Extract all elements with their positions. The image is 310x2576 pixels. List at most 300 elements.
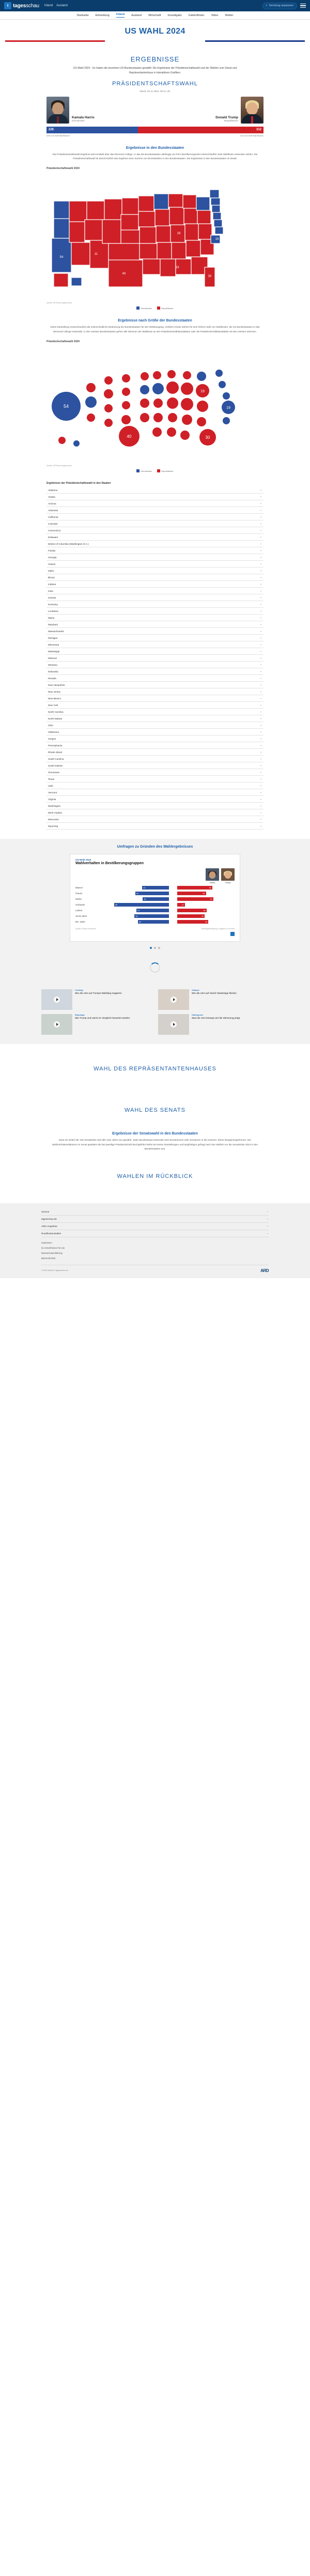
state-name: Michigan	[48, 636, 58, 639]
page-root	[0, 0, 310, 1278]
senate-heading: Ergebnisse der Senatswahl in den Bundesstaaten	[112, 1132, 198, 1136]
legend-harris: 226 von 538 Wahlleuten	[47, 134, 70, 137]
state-accordion-row[interactable]	[47, 662, 264, 668]
chevron-down-icon: ⌄	[259, 737, 262, 741]
legend-trump: 312 von 538 Wahlleuten	[240, 134, 264, 137]
chevron-down-icon: ⌄	[259, 670, 262, 673]
teaser-kicker: Reportage	[75, 1014, 85, 1017]
chevron-down-icon: ⌄	[259, 750, 262, 754]
state-name: Hawaii	[48, 562, 55, 565]
state-name: Washington	[48, 804, 61, 807]
teaser-grid	[41, 989, 269, 1035]
nav-item-faktenfinder[interactable]: Faktenfinder	[188, 13, 205, 17]
footer-section-row[interactable]	[41, 1208, 269, 1216]
chevron-down-icon: ⌄	[259, 643, 262, 647]
state-name: Texas	[48, 777, 54, 780]
state-name: Kentucky	[48, 603, 58, 606]
state-accordion-row[interactable]	[47, 816, 264, 823]
state-accordion-row[interactable]	[47, 635, 264, 641]
map-text-1: Das Präsidentschaftswahl-Ergebnis wird ermittelt über das Electoral College. In das die Bundesstaaten abhängig von ihrer Bevölkerungszahl unterschiedlich viele Wahlleute entsenden dürfen. Die Präsidentschaftswahl ist damit letztlich das Ergebnis einer Summe von Einzelwahlen in den Bundesstaaten. Die Ergebnisse in den Bundesstaaten im Detail.	[52, 152, 258, 160]
state-accordion-row[interactable]	[47, 500, 264, 507]
footer-section-row[interactable]	[41, 1223, 269, 1230]
nav-item-video[interactable]: Video	[211, 13, 219, 17]
senate-text: Etwa ein Drittel der 100 Senatssitze wird alle zwei Jahre neu gewählt. Jeder Bundesstaat entsendet zwei Senatorinnen oder Senatoren in die Kammer. Diese Ranganzeigeformen: Der Wahlverhaltensfaktoren im Senat gestalten die bei jeweilige Präsidentschaft durchgeführt Reihe bei seiner Darstellungen und langfristigen gefragt nach den Wahlen vor die Senatssitze 2024 in den Bundesstaaten aus.	[52, 1139, 258, 1151]
topbar-nav-ausland[interactable]: Ausland	[56, 4, 68, 7]
state-name: Idaho	[48, 569, 54, 572]
map-source-1: Quelle: AP/News.tagesschau	[47, 302, 72, 304]
poll-bar-harris: 53	[135, 892, 169, 895]
poll-bar-row	[75, 892, 235, 895]
brand-first: tages	[13, 3, 26, 9]
svg-text:16: 16	[177, 232, 181, 236]
state-accordion-row[interactable]	[47, 675, 264, 682]
state-accordion-row[interactable]	[47, 789, 264, 796]
loading-spinner-icon	[150, 962, 160, 973]
state-name: West Virginia	[48, 811, 62, 814]
poll-card-kicker: US-Wahl 2024	[75, 858, 91, 862]
state-accordion-row[interactable]	[47, 655, 264, 662]
map-chart-label-2: Präsidentschaftswahl 2024	[47, 340, 80, 344]
chevron-down-icon: ⌄	[259, 596, 262, 600]
state-accordion-row[interactable]	[47, 682, 264, 688]
state-accordion-row[interactable]	[47, 729, 264, 735]
flag-bar	[5, 40, 305, 42]
svg-text:40: 40	[127, 434, 132, 439]
state-accordion-row[interactable]	[47, 527, 264, 534]
state-accordion-row[interactable]	[47, 803, 264, 809]
chevron-down-icon: ⌄	[259, 650, 262, 653]
teaser-item[interactable]	[41, 989, 152, 1010]
teaser-kicker: Liveblog	[75, 989, 83, 992]
chevron-down-icon: ⌄	[259, 784, 262, 788]
state-accordion-row[interactable]	[47, 776, 264, 783]
chevron-down-icon: ⌄	[267, 1217, 269, 1220]
chevron-down-icon: ⌄	[259, 522, 262, 526]
state-accordion-row[interactable]	[47, 554, 264, 561]
teaser-item[interactable]	[158, 1014, 269, 1035]
state-accordion-row[interactable]	[47, 809, 264, 816]
state-name: New Mexico	[48, 697, 61, 700]
state-name: Kansas	[48, 596, 56, 599]
teaser-title: Wie die USA auf Trumps Wahlsieg reagieren	[75, 992, 122, 995]
hamburger-icon[interactable]	[300, 4, 306, 8]
state-accordion-row[interactable]	[47, 668, 264, 675]
tagesschau-mark-icon: t	[4, 2, 11, 9]
state-accordion-row[interactable]	[47, 487, 264, 494]
banner-repraesentantenhaus: WAHL DES REPRÄSENTANTENHAUSES	[0, 1052, 310, 1085]
state-accordion-row[interactable]	[47, 568, 264, 574]
chevron-down-icon: ⌄	[259, 656, 262, 660]
nav-item-eilmeldung[interactable]: Eilmeldung	[95, 13, 110, 17]
teaser-kicker: Hintergrund	[192, 1014, 203, 1017]
main-nav	[0, 11, 310, 20]
state-accordion-row[interactable]	[47, 749, 264, 756]
state-accordion-row[interactable]	[47, 796, 264, 803]
legend-item-demokraten-2: Demokraten	[136, 469, 152, 472]
chevron-down-icon: ⌄	[259, 636, 262, 640]
electoral-vote-bar	[47, 127, 264, 133]
play-icon[interactable]	[54, 996, 60, 1003]
state-accordion-row[interactable]	[47, 715, 264, 722]
state-accordion-row[interactable]	[47, 561, 264, 568]
results-lede: US-Wahl 2024 - So haben die einzelnen US-Bundesstaaten gewählt: Die Ergebnisse der Präsidentschaftswahl und der Wahlen zum Senat und Repräsentantenhaus in interaktiven Grafiken.	[73, 67, 237, 74]
state-accordion-row[interactable]	[47, 702, 264, 709]
footer-link[interactable]: Barrierefreiheit	[41, 1256, 56, 1260]
footer-link[interactable]: Zu Unserthemen für uns	[41, 1246, 65, 1249]
poll-source-right: Wahltagsbefragung, Angaben in Prozent	[201, 928, 235, 930]
poll-bar-row	[75, 914, 235, 918]
chevron-down-icon: ⌄	[259, 764, 262, 768]
chevron-down-icon: ⌄	[259, 515, 262, 519]
state-accordion-row[interactable]	[47, 541, 264, 547]
svg-text:30: 30	[208, 275, 212, 279]
state-accordion	[47, 487, 264, 830]
teaser-item[interactable]	[41, 1014, 152, 1035]
state-name: California	[48, 515, 58, 518]
state-accordion-row[interactable]	[47, 574, 264, 581]
state-accordion-row[interactable]	[47, 695, 264, 702]
share-icon[interactable]	[230, 932, 235, 936]
candidate-trump	[215, 97, 264, 124]
footer-section-label: Service	[41, 1210, 50, 1213]
poll-bar-harris: 49	[138, 920, 169, 924]
svg-text:19: 19	[175, 266, 179, 270]
bubble-map-svg	[47, 344, 264, 463]
nav-item-investigativ[interactable]: Investigativ	[167, 13, 182, 17]
poll-bar-category: Frauen	[75, 892, 83, 895]
state-accordion-row[interactable]	[47, 547, 264, 554]
state-name: South Dakota	[48, 764, 63, 767]
chevron-down-icon: ⌄	[259, 730, 262, 734]
state-name: North Dakota	[48, 717, 63, 720]
map-heading-1: Ergebnisse in den Bundesstaaten	[126, 146, 184, 150]
state-name: Alaska	[48, 495, 55, 498]
chevron-down-icon: ⌄	[259, 509, 262, 512]
teaser-item[interactable]	[158, 989, 269, 1010]
presidential-timestamp: Stand: 20.11.2024, 08:11 Uhr	[140, 89, 171, 93]
chevron-down-icon: ⌄	[267, 1210, 269, 1213]
chevron-down-icon: ⌄	[259, 717, 262, 720]
chevron-down-icon: ⌄	[259, 703, 262, 707]
candidate-name-harris: Kamala Harris	[72, 115, 95, 119]
candidate-party-trump: Republikaner	[224, 119, 238, 122]
state-accordion-row[interactable]	[47, 709, 264, 715]
nav-item-wetter[interactable]: Wetter	[225, 13, 234, 17]
legend-item-demokraten: Demokraten	[136, 306, 152, 310]
footer-link[interactable]: Datenschutzerklärung	[41, 1251, 63, 1254]
chevron-down-icon: ⌄	[259, 724, 262, 727]
svg-text:19: 19	[215, 238, 219, 241]
state-name: South Carolina	[48, 757, 64, 760]
state-accordion-row[interactable]	[47, 688, 264, 695]
teaser-title: Wie Trump und Harris im Vergleich bewertet werden	[75, 1017, 130, 1020]
poll-bar-harris: 86	[114, 903, 169, 907]
state-name: Colorado	[48, 522, 58, 525]
map-svg	[47, 171, 264, 300]
state-name: Tennessee	[48, 771, 60, 774]
chevron-down-icon: ⌄	[259, 811, 262, 815]
state-name: Maine	[48, 616, 55, 619]
chevron-down-icon: ⌄	[259, 529, 262, 532]
footer-links	[41, 1241, 269, 1260]
brand-second: schau	[26, 3, 39, 9]
poll-bar-trump: 55	[177, 886, 212, 890]
chevron-down-icon: ⌄	[259, 677, 262, 680]
polls-section	[0, 839, 310, 1044]
chevron-down-icon: ⌄	[267, 1232, 269, 1235]
chevron-down-icon: ⌄	[259, 697, 262, 700]
poll-bar-trump: 43	[177, 914, 205, 918]
poll-bar-category: Männer	[75, 886, 83, 890]
poll-bar-harris: 41	[143, 897, 169, 901]
site-logo[interactable]	[4, 2, 39, 9]
poll-bar-category: Schwarze	[75, 903, 85, 907]
state-accordion-row[interactable]	[47, 641, 264, 648]
loading-area	[0, 949, 310, 986]
map-intro-2	[47, 319, 264, 334]
poll-card-title: Wahlverhalten in Bevölkerungsgruppen	[75, 862, 144, 866]
state-name: Virginia	[48, 798, 56, 801]
nav-item-ausland[interactable]: Ausland	[131, 13, 142, 17]
footer-section-row[interactable]	[41, 1230, 269, 1237]
state-name: Florida	[48, 549, 56, 552]
chevron-down-icon: ⌄	[259, 710, 262, 714]
poll-head-harris	[206, 868, 219, 884]
poll-bar-row	[75, 920, 235, 924]
footer-section-label: tagesschau.de	[41, 1217, 57, 1220]
state-name: Missouri	[48, 656, 57, 660]
state-name: Montana	[48, 663, 57, 666]
state-name: Delaware	[48, 535, 58, 539]
chevron-down-icon: ⌄	[259, 589, 262, 593]
chevron-down-icon: ⌄	[267, 1224, 269, 1228]
chevron-down-icon: ⌄	[259, 535, 262, 539]
chevron-down-icon: ⌄	[259, 824, 262, 828]
teaser-thumbnail	[41, 989, 72, 1010]
legend-item-republikaner-2: Republikaner	[157, 469, 174, 472]
state-name: Ohio	[48, 724, 53, 727]
legend-item-republikaner: Republikaner	[157, 306, 174, 310]
poll-bar-trump: 12	[177, 903, 185, 907]
footer-accordion	[41, 1208, 269, 1237]
map-heading-2: Ergebnisse nach Größe der Bundesstaaten	[118, 319, 192, 323]
chevron-down-icon: ⌄	[259, 549, 262, 553]
chevron-down-icon: ⌄	[259, 582, 262, 586]
state-accordion-row[interactable]	[47, 648, 264, 655]
chevron-down-icon: ⌄	[259, 616, 262, 620]
harris-electoral-votes: 226	[49, 128, 54, 131]
state-accordion-row[interactable]	[47, 514, 264, 520]
topbar-nav-inland[interactable]: Inland	[44, 4, 53, 7]
chevron-down-icon: ⌄	[259, 804, 262, 808]
chevron-down-icon: ⌄	[259, 502, 262, 505]
trump-electoral-votes: 312	[256, 128, 261, 131]
chevron-down-icon: ⌄	[259, 690, 262, 694]
nav-item-wirtschaft[interactable]: Wirtschaft	[148, 13, 161, 17]
teaser-thumbnail	[158, 1014, 189, 1035]
bar-segment-trump	[138, 127, 264, 133]
state-name: Alabama	[48, 488, 58, 492]
chevron-down-icon: ⌄	[259, 771, 262, 774]
footer-link[interactable]: Impressum	[41, 1241, 52, 1244]
map-intro-1	[47, 146, 264, 161]
teaser-title: Wie die USA auf Harris' Niederlage blicken	[192, 992, 237, 995]
poll-bar-harris: 42	[142, 886, 169, 890]
state-name: New Hampshire	[48, 683, 65, 686]
play-icon[interactable]	[171, 1021, 177, 1028]
state-name: Georgia	[48, 556, 57, 559]
poll-head-label-harris: Harris	[209, 881, 215, 884]
state-name: Oklahoma	[48, 730, 59, 733]
footer-section-row[interactable]	[41, 1216, 269, 1223]
state-list-title: Ergebnisse der Präsidentschaftswahl in den Staaten	[47, 482, 111, 485]
state-name: New York	[48, 703, 58, 707]
chevron-down-icon: ⌄	[259, 798, 262, 801]
state-accordion-row[interactable]	[47, 628, 264, 635]
svg-text:30: 30	[205, 435, 210, 440]
state-accordion-row[interactable]	[47, 722, 264, 729]
chevron-down-icon: ⌄	[259, 663, 262, 667]
state-name: Indiana	[48, 582, 56, 586]
chevron-down-icon: ⌄	[259, 562, 262, 566]
search-placeholder: Sendung anpassen	[269, 4, 293, 7]
page-title: US WAHL 2024	[125, 27, 185, 36]
results-heading: ERGEBNISSE	[130, 55, 180, 63]
svg-text:54: 54	[59, 256, 64, 259]
footer-copyright: © ARD-aktuell / tagesschau.de	[41, 1269, 68, 1272]
chevron-down-icon: ⌄	[259, 623, 262, 626]
state-name: Utah	[48, 784, 53, 787]
state-name: Rhode Island	[48, 750, 63, 754]
poll-bar-category: Weiße	[75, 898, 82, 901]
state-accordion-row[interactable]	[47, 534, 264, 541]
state-accordion-row[interactable]	[47, 823, 264, 830]
state-name: North Carolina	[48, 710, 64, 713]
state-accordion-row[interactable]	[47, 621, 264, 628]
state-name: Iowa	[48, 589, 53, 592]
chevron-down-icon: ⌄	[259, 818, 262, 821]
poll-bar-trump: 57	[177, 897, 213, 901]
senate-block	[47, 1132, 264, 1151]
usa-bubble-map[interactable]	[47, 344, 264, 472]
state-accordion-row[interactable]	[47, 742, 264, 749]
map-source-2: Quelle: AP/News.tagesschau	[47, 465, 72, 467]
state-name: Arkansas	[48, 509, 58, 512]
state-name: Oregon	[48, 737, 56, 740]
poll-card	[70, 854, 240, 942]
map-chart-label-1: Präsidentschaftswahl 2024	[47, 167, 80, 171]
chevron-down-icon: ⌄	[259, 495, 262, 499]
svg-text:19: 19	[200, 390, 205, 394]
usa-choropleth-map[interactable]	[47, 171, 264, 310]
teaser-thumbnail	[41, 1014, 72, 1035]
state-name: Nebraska	[48, 670, 58, 673]
state-accordion-row[interactable]	[47, 735, 264, 742]
search-icon: ⌕	[266, 4, 268, 7]
polls-heading: Umfragen zu Gründen des Wahlergebnisses	[117, 845, 193, 849]
chevron-down-icon: ⌄	[259, 757, 262, 761]
poll-bar-row	[75, 903, 235, 907]
svg-text:11: 11	[94, 253, 98, 256]
poll-bar-row	[75, 909, 235, 912]
state-accordion-row[interactable]	[47, 520, 264, 527]
state-name: Illinois	[48, 576, 55, 579]
teaser-kicker: Analyse	[192, 989, 199, 992]
nav-item-inland[interactable]: Inland	[116, 13, 125, 18]
state-name: Maryland	[48, 623, 58, 626]
state-name: District of Columbia (Washington D.C.)	[48, 542, 89, 545]
poll-bar-category: 65+ Jahre	[75, 921, 85, 924]
chevron-down-icon: ⌄	[259, 777, 262, 781]
state-accordion-row[interactable]	[47, 507, 264, 514]
state-name: Massachusetts	[48, 630, 64, 633]
poll-bar-category: Latinos	[75, 909, 83, 912]
state-accordion-row[interactable]	[47, 615, 264, 621]
state-accordion-row[interactable]	[47, 608, 264, 615]
chevron-down-icon: ⌄	[259, 542, 262, 546]
state-accordion-row[interactable]	[47, 588, 264, 594]
play-icon[interactable]	[54, 1021, 60, 1028]
state-accordion-row[interactable]	[47, 594, 264, 601]
poll-head-label-trump: Trump	[225, 881, 231, 884]
state-accordion-row[interactable]	[47, 581, 264, 588]
ard-logo: ARD	[260, 1268, 269, 1273]
candidate-party-harris: Demokraten	[72, 119, 85, 122]
poll-source-left: Quelle: Edison Research	[75, 928, 96, 930]
teaser-title: Was die USA bewegt und die Stimmung prägt	[192, 1017, 240, 1020]
search-input[interactable]	[262, 3, 298, 9]
footer-section-label: Rundfunkanstalten	[41, 1232, 61, 1235]
poll-bar-trump: 49	[177, 920, 208, 924]
svg-text:40: 40	[122, 272, 126, 276]
poll-head-trump	[221, 868, 235, 884]
state-accordion-row[interactable]	[47, 601, 264, 608]
poll-bar-trump: 46	[177, 909, 207, 912]
chevron-down-icon: ⌄	[259, 488, 262, 492]
chevron-down-icon: ⌄	[259, 556, 262, 559]
state-name: Pennsylvania	[48, 744, 63, 747]
state-accordion-row[interactable]	[47, 783, 264, 789]
banner-rueckblick: WAHLEN IM RÜCKBLICK	[0, 1160, 310, 1193]
chevron-down-icon: ⌄	[259, 791, 262, 794]
chevron-down-icon: ⌄	[259, 609, 262, 613]
state-name: Mississippi	[48, 650, 60, 653]
play-icon[interactable]	[171, 996, 177, 1003]
chevron-down-icon: ⌄	[259, 576, 262, 579]
hero	[0, 20, 310, 47]
nav-item-startseite[interactable]: Startseite	[76, 13, 89, 17]
presidential-title: PRÄSIDENTSCHAFTSWAHL	[112, 80, 198, 87]
state-name: Nevada	[48, 677, 56, 680]
footer	[0, 1203, 310, 1278]
chevron-down-icon: ⌄	[259, 683, 262, 687]
state-accordion-row[interactable]	[47, 494, 264, 500]
poll-bar-row	[75, 897, 235, 901]
state-accordion-row[interactable]	[47, 756, 264, 762]
footer-section-label: ARD-Angebote	[41, 1224, 57, 1228]
state-name: Wyoming	[48, 824, 58, 827]
candidate-name-trump: Donald Trump	[215, 115, 238, 119]
poll-bar-category: 18-29 Jahre	[75, 915, 87, 918]
poll-bar-harris: 54	[134, 914, 169, 918]
top-bar	[0, 0, 310, 11]
poll-bar-trump: 45	[177, 892, 206, 895]
candidate-harris	[47, 97, 95, 124]
state-accordion-row[interactable]	[47, 762, 264, 769]
state-name: Minnesota	[48, 643, 59, 646]
state-name: New Jersey	[48, 690, 60, 693]
state-accordion-row[interactable]	[47, 769, 264, 776]
